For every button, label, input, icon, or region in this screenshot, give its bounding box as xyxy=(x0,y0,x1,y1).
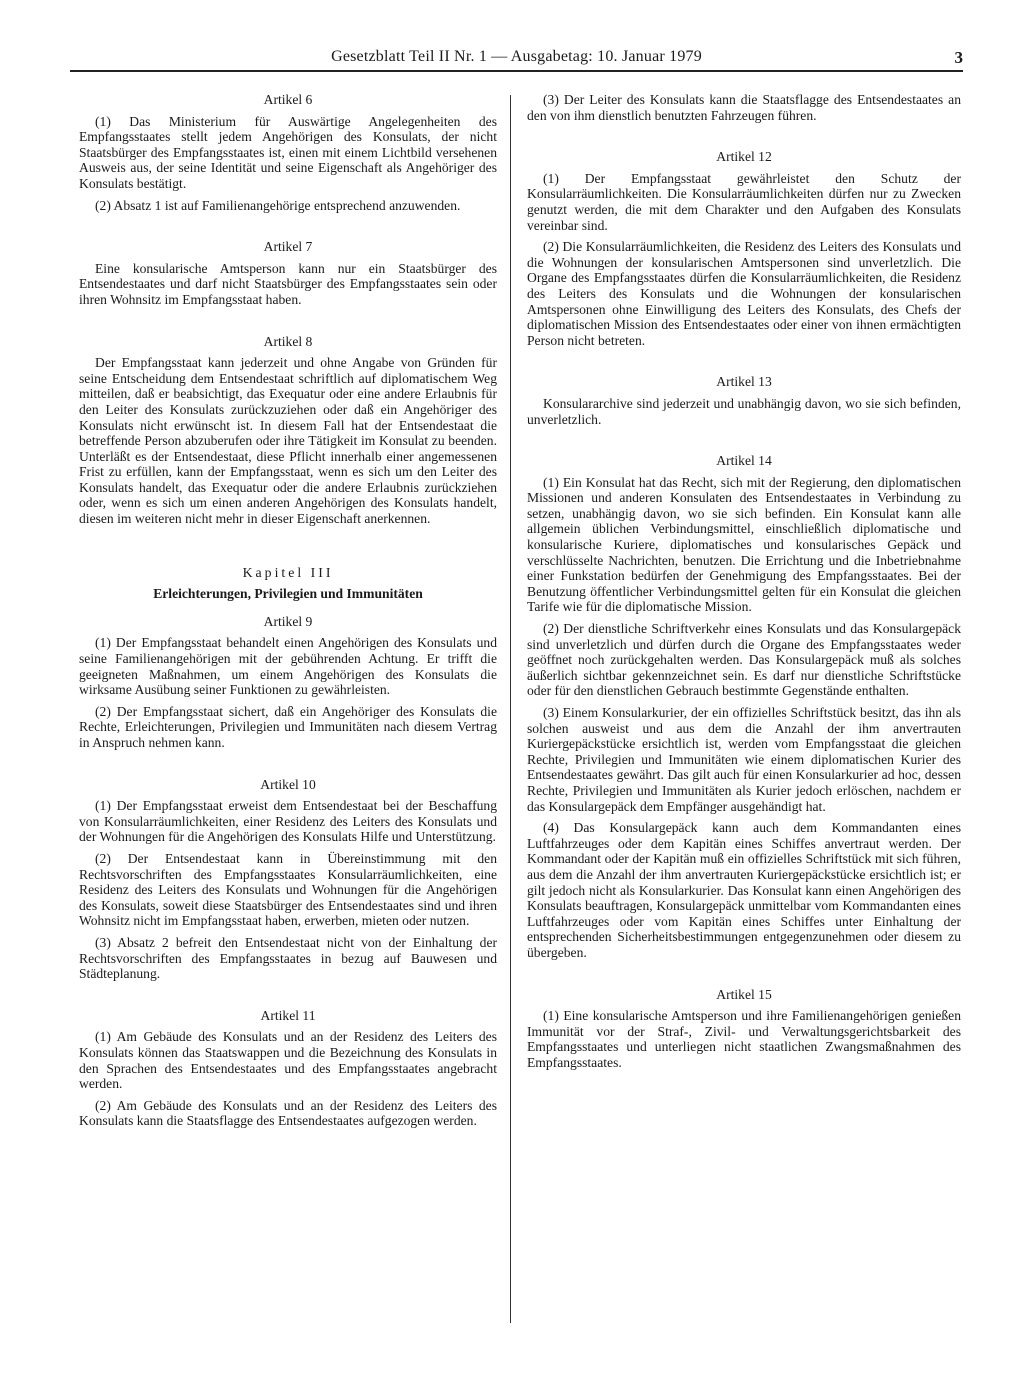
paragraph: (3) Einem Konsularkurier, der ein offizielles Schriftstück besitzt, das ihn als solchen ausweist und aus dem die Anzahl der ihm anvertrauten Kuriergepäckstücke ersichtlich ist, werden vom Empfangsstaat die gleichen Rechte, Privilegien und Immunitäten wie einem diplomatischen Kurier des Entsendestaates gewährt. Das gilt auch für einen Konsularkurier ad hoc, dessen Rechte, Privilegien und Immunitäten als Kurier jedoch erlöschen, nachdem er das Konsulargepäck dem Empfänger ausgehändigt hat. xyxy=(527,705,961,814)
right-column xyxy=(527,92,961,1076)
paragraph: (1) Eine konsularische Amtsperson und ihre Familienangehörigen genießen Immunität vor der Straf-, Zivil- und Verwaltungsgerichtsbarkeit des Empfangsstaates und unterliegen nicht staatlichen Zwangsmaßnahmen des Empfangsstaates. xyxy=(527,1008,961,1070)
article-heading: Artikel 13 xyxy=(716,374,772,390)
paragraph: Der Empfangsstaat kann jederzeit und ohne Angabe von Gründen für seine Entscheidung dem Entsendestaat schriftlich auf diplomatischem Weg mitteilen, daß er beabsichtigt, das Exequatur oder eine andere Erlaubnis für den Leiter des Konsulats zurückzuziehen oder daß ein Angehöriger des Konsulats nicht erwünscht ist. In diesem Fall hat der Entsendestaat die betreffende Person abzuberufen oder ihre Tätigkeit im Konsulat zu beenden. Unterläßt es der Entsendestaat, diese Pflicht innerhalb einer angemessenen Frist zu erfüllen, kann der Empfangsstaat, wenn es sich um den Leiter des Konsulats handelt, das Exequatur oder die andere Erlaubnis zurückziehen oder, wenn es sich um einen anderen Angehörigen des Konsulats handelt, diesen im weiteren nicht mehr in dieser Eigenschaft anerkennen. xyxy=(79,355,497,527)
header-title: Gesetzblatt Teil II Nr. 1 — Ausgabetag: 10. Januar 1979 xyxy=(331,48,702,65)
paragraph: (4) Das Konsulargepäck kann auch dem Kommandanten eines Luftfahrzeuges oder dem Kapitän eines Schiffes anvertraut werden. Der Kommandant oder der Kapitän muß ein offizielles Schriftstück mit sich führen, aus dem die Anzahl der ihm anvertrauten Kuriergepäckstücke ersichtlich ist; er gilt jedoch nicht als Konsularkurier. Das Konsulat kann einen Angehörigen des Konsulats beauftragen, Konsulargepäck unmittelbar vom Kommandanten eines Luftfahrzeuges oder vom Kapitän eines Schiffes unter Einhaltung der entsprechenden Sicherheitsbestimmungen entgegenzunehmen oder diesem zu übergeben. xyxy=(527,820,961,960)
article-heading: Artikel 9 xyxy=(263,613,313,629)
paragraph: (1) Der Empfangsstaat erweist dem Entsendestaat bei der Beschaffung von Konsularräumlichkeiten, einer Residenz des Leiters des Konsulats und der Wohnungen für die Angehörigen des Konsulats Hilfe und Unterstützung. xyxy=(79,798,497,845)
article-heading: Artikel 12 xyxy=(716,149,772,165)
paragraph: (2) Der dienstliche Schriftverkehr eines Konsulats und das Konsulargepäck sind unverletzlich und dürfen durch die Organe des Empfangsstaates weder geöffnet noch zurückgehalten werden. Das Konsulargepäck muß als solches äußerlich sichtbar gekennzeichnet sein. Es darf nur dienstliche Schriftstücke oder für den dienstlichen Gebrauch bestimmte Gegenstände enthalten. xyxy=(527,621,961,699)
chapter-title: Erleichterungen, Privilegien und Immunitäten xyxy=(153,586,423,602)
paragraph: (1) Am Gebäude des Konsulats und an der Residenz des Leiters des Konsulats können das Staatswappen und die Bezeichnung des Konsulats in den Sprachen des Entsendestaates und des Empfangsstaates angebracht werden. xyxy=(79,1029,497,1092)
article-heading: Artikel 15 xyxy=(716,986,772,1002)
paragraph: (2) Die Konsularräumlichkeiten, die Residenz des Leiters des Konsulats und die Wohnungen der konsularischen Amtspersonen sind unverletzlich. Die Organe des Empfangsstaates dürfen die Konsularräumlichkeiten, die Residenz des Leiters des Konsulats und die Wohnungen der konsularischen Amtspersonen ohne Einwilligung des Leiters des Konsulats, des Chefs der diplomatischen Mission des Entsendestaates oder einer von ihnen ermächtigten Person nicht betreten. xyxy=(527,239,961,348)
article-heading: Artikel 7 xyxy=(263,239,313,255)
paragraph: (1) Der Empfangsstaat behandelt einen Angehörigen des Konsulats und seine Familienangehörigen mit der gebührenden Achtung. Er trifft die geeigneten Maßnahmen, um einem Angehörigen des Konsulats die wirksame Ausübung seiner Funktionen zu gewährleisten. xyxy=(79,635,497,698)
paragraph: (1) Der Empfangsstaat gewährleistet den Schutz der Konsularräumlichkeiten. Die Konsularräumlichkeiten dürfen nur zu Zwecken genutzt werden, die mit dem Charakter und den Aufgaben des Konsulats vereinbar sind. xyxy=(527,170,961,233)
paragraph: (3) Absatz 2 befreit den Entsendestaat nicht von der Einhaltung der Rechtsvorschriften des Empfangsstaates in bezug auf Bauwesen und Städteplanung. xyxy=(79,934,497,982)
article-heading: Artikel 8 xyxy=(263,333,313,349)
paragraph: Eine konsularische Amtsperson kann nur ein Staatsbürger des Entsendestaates und darf nicht Staatsbürger des Empfangsstaates sein oder ihren Wohnsitz im Empfangsstaat haben. xyxy=(79,260,497,307)
paragraph: (1) Ein Konsulat hat das Recht, sich mit der Regierung, den diplomatischen Missionen und anderen Konsulaten des Entsendestaates in Verbindung zu setzen, unabhängig davon, wo sie sich befinden. Ein Konsulat kann alle allgemein üblichen Verbindungsmittel, einschließlich diplomatische und konsularische Kuriere, diplomatisches und konsularisches Gepäck und verschlüsselte Nachrichten, benutzen. Die Errichtung und die Inbetriebnahme einer Funkstation bedürfen der Genehmigung des Empfangsstaates. Bei der Benutzung öffentlicher Verbindungsmittel gelten für ein Konsulat die gleichen Tarife wie für die diplomatische Mission. xyxy=(527,474,961,615)
article-heading: Artikel 14 xyxy=(716,453,772,469)
article-heading: Artikel 10 xyxy=(260,776,316,792)
paragraph: (1) Das Ministerium für Auswärtige Angelegenheiten des Empfangsstaates stellt jedem Angehörigen des Konsulats, der nicht Staatsbürger des Empfangsstaates ist, einen mit einem Lichtbild versehenen Ausweis aus, der seine Identität und seine Eigenschaft als Angehöriger des Konsulats bestätigt. xyxy=(79,113,497,191)
page-header xyxy=(70,48,963,70)
paragraph: (2) Der Entsendestaat kann in Übereinstimmung mit den Rechtsvorschriften des Empfangsstaates Konsularräumlichkeiten, eine Residenz des Leiters des Konsulats und Wohnungen für die Angehörigen des Konsulats, soweit diese Staatsbürger des Entsendestaates sind und ihren Wohnsitz nicht im Empfangsstaat haben, erwerben, mieten oder nutzen. xyxy=(79,850,497,929)
article-heading: Artikel 11 xyxy=(260,1007,316,1023)
left-column xyxy=(79,92,497,1135)
paragraph: (2) Absatz 1 ist auf Familienangehörige entsprechend anzuwenden. xyxy=(95,197,461,213)
paragraph: Konsulararchive sind jederzeit und unabhängig davon, wo sie sich befinden, unverletzlich. xyxy=(527,395,961,427)
column-divider xyxy=(510,95,511,1323)
page-number: 3 xyxy=(954,48,963,67)
article-heading: Artikel 6 xyxy=(263,92,313,107)
paragraph: (2) Der Empfangsstaat sichert, daß ein Angehöriger des Konsulats die Rechte, Erleichterungen, Privilegien und Immunitäten nach diesem Vertrag in Anspruch nehmen kann. xyxy=(79,703,497,750)
header-rule xyxy=(70,70,963,72)
chapter-label: Kapitel III xyxy=(242,564,334,580)
paragraph: (3) Der Leiter des Konsulats kann die Staatsflagge des Entsendestaates an den von ihm dienstlich benutzten Fahrzeugen führen. xyxy=(527,92,961,123)
paragraph: (2) Am Gebäude des Konsulats und an der Residenz des Leiters des Konsulats kann die Staatsflagge des Entsendestaates aufgezogen werden. xyxy=(79,1097,497,1129)
